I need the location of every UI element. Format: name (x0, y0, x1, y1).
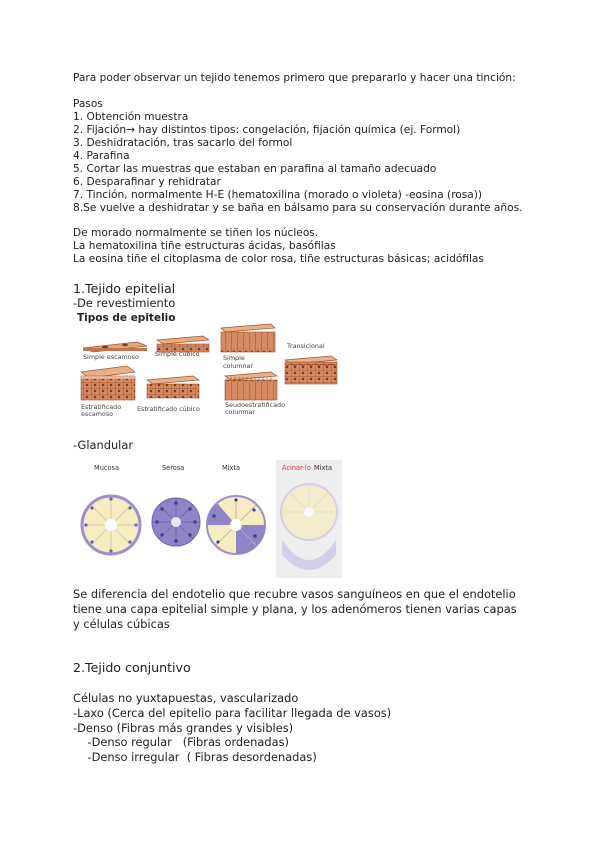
label-simple-cuboidal: Simple cúbico (155, 350, 200, 358)
body-line: -Denso irregular ( Fibras desordenadas) (73, 750, 317, 764)
mucous-acinus-illustration (82, 496, 140, 554)
label-pseudostratified: Seudoestratificado (225, 401, 286, 409)
mixed-acinus-illustration (207, 496, 265, 554)
subsection-label: -De revestimiento (73, 296, 176, 310)
label-pseudostratified-2: columnar (225, 408, 256, 416)
step-item: 1. Obtención muestra (73, 111, 189, 123)
label-stratified-cuboidal: Estratificado cúbico (137, 405, 200, 413)
subsection-label: -Glandular (73, 438, 133, 452)
pseudostratified-illustration (225, 372, 277, 400)
stratified-squamous-illustration (81, 366, 135, 400)
section-title: 1.Tejido epitelial (73, 281, 176, 296)
label-transitional: Transicional (287, 342, 325, 350)
body-line: -Denso (Fibras más grandes y visibles) (73, 721, 294, 735)
glandular-acini-figure (78, 460, 348, 580)
step-item: 4. Parafina (73, 150, 130, 162)
step-item: 7. Tinción, normalmente H-E (hematoxilina (morado o violeta) -eosina (rosa)) (73, 189, 483, 201)
paragraph-line: y células cúbicas (73, 617, 170, 631)
step-item: 5. Cortar las muestras que estaban en parafina al tamaño adecuado (73, 163, 437, 175)
body-line: -Laxo (Cerca del epitelio para facilitar llegada de vasos) (73, 706, 392, 720)
label-mixta-2: Mixta (314, 464, 333, 472)
label-acinar: Acinar·lo (282, 464, 311, 472)
transitional-illustration (285, 356, 337, 384)
label-serosa: Serosa (162, 464, 185, 472)
body-line: Células no yuxtapuestas, vascularizado (73, 691, 299, 705)
figure-title: Tipos de epitelio (77, 312, 176, 324)
label-simple-columnar-2: columnar (223, 362, 254, 370)
label-stratified-squamous: Estratificado (81, 403, 122, 411)
label-stratified-squamous-2: escamoso (81, 410, 114, 418)
step-item: 6. Desparafinar y rehidratar (73, 176, 221, 188)
label-mixta: Mixta (222, 464, 241, 472)
intro-text: Para poder observar un tejido tenemos primero que prepararlo y hacer una tinción: (73, 72, 516, 84)
step-item: 3. Deshidratación, tras sacarlo del formol (73, 137, 293, 149)
epithelium-types-figure (75, 310, 345, 430)
paragraph-line: tiene una capa epitelial simple y plana, y los adenómeros tienen varias capas (73, 602, 517, 616)
stratified-cuboidal-illustration (147, 376, 199, 398)
label-simple-squamous: Simple escamoso (83, 353, 139, 361)
body-line: -Denso regular (Fibras ordenadas) (73, 735, 289, 749)
step-item: 2. Fijación→ hay distintos tipos: congelación, fijación química (ej. Formol) (73, 124, 461, 136)
steps-title: Pasos (73, 98, 103, 110)
staining-line: La hematoxilina tiñe estructuras ácidas, basófilas (73, 240, 336, 252)
staining-line: De morado normalmente se tiñen los núcleos. (73, 227, 319, 239)
simple-squamous-illustration (83, 342, 147, 352)
simple-columnar-illustration (221, 324, 275, 352)
label-mucosa: Mucosa (94, 464, 120, 472)
serous-acinus-illustration (152, 498, 200, 546)
staining-line: La eosina tiñe el citoplasma de color rosa, tiñe estructuras básicas; acidófilas (73, 253, 484, 265)
paragraph-line: Se diferencia del endotelio que recubre vasos sanguíneos en que el endotelio (73, 587, 516, 601)
section-title: 2.Tejido conjuntivo (73, 660, 191, 675)
step-item: 8.Se vuelve a deshidratar y se baña en bálsamo para su conservación durante años. (73, 202, 523, 214)
label-simple-columnar: Simple (223, 354, 245, 362)
